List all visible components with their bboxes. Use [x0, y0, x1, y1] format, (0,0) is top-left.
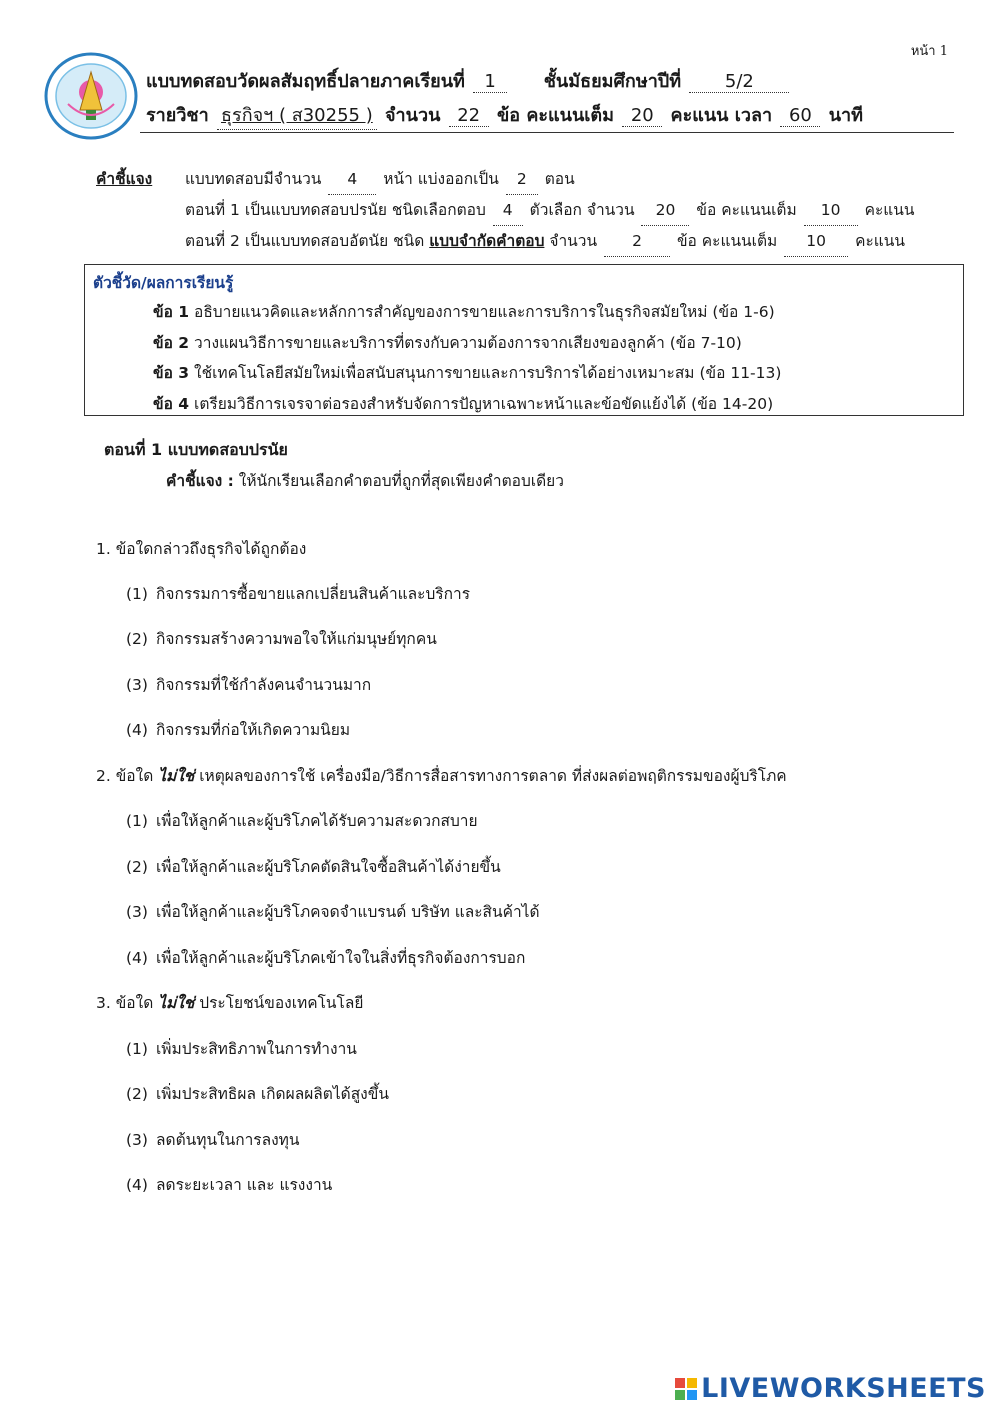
count-label: จำนวน	[385, 105, 441, 126]
option-text: กิจกรรมที่ก่อให้เกิดความนิยม	[156, 721, 351, 739]
instr3-text-c: ข้อ คะแนนเต็ม	[676, 232, 778, 250]
question-3-option-1[interactable]	[126, 1036, 357, 1061]
option-number: (3)	[126, 1131, 148, 1149]
part2-count-field[interactable]: 2	[604, 226, 670, 257]
part2-score-field[interactable]: 10	[784, 226, 848, 257]
option-number: (2)	[126, 858, 148, 876]
part1-note	[166, 468, 564, 493]
instr2-text-c: ข้อ คะแนนเต็ม	[696, 201, 797, 219]
question-1-option-3[interactable]	[126, 672, 371, 697]
indicator-label: ข้อ 1	[153, 303, 190, 321]
option-text: เพิ่มประสิทธิภาพในการทำงาน	[156, 1040, 357, 1058]
fullscore-label: คะแนนเต็ม	[526, 105, 614, 126]
option-number: (4)	[126, 949, 148, 967]
question-3-option-3[interactable]	[126, 1127, 300, 1152]
option-text: กิจกรรมที่ใช้กำลังคนจำนวนมาก	[156, 676, 372, 694]
option-text: กิจกรรมการซื้อขายแลกเปลี่ยนสินค้าและบริการ	[156, 585, 471, 603]
question-text: 3. ข้อใด	[96, 994, 159, 1012]
indicator-text: เตรียมวิธีการเจรจาต่อรองสำหรับจัดการปัญหาเฉพาะหน้าและข้อขัดแย้งได้ (ข้อ 14-20)	[194, 394, 774, 413]
part2-type: แบบจำกัดคำตอบ	[429, 232, 545, 250]
option-number: (4)	[126, 1176, 148, 1194]
page-number: หน้า 1	[910, 44, 948, 59]
score-unit: คะแนน	[670, 105, 729, 126]
option-number: (1)	[126, 1040, 148, 1058]
exam-title: แบบทดสอบวัดผลสัมฤทธิ์ปลายภาคเรียนที่	[146, 71, 465, 92]
option-text: เพื่อให้ลูกค้าและผู้บริโภคจดจำแบรนด์ บริษัท และสินค้าได้	[156, 903, 540, 921]
option-number: (1)	[126, 585, 148, 603]
fullscore-field[interactable]: 20	[622, 105, 662, 127]
part1-title: ตอนที่ 1 แบบทดสอบปรนัย	[104, 440, 288, 459]
indicator-label: ข้อ 3	[153, 364, 190, 382]
indicator-label: ข้อ 2	[153, 333, 190, 352]
time-label: เวลา	[734, 105, 773, 126]
instructions-label: คำชี้แจง	[96, 170, 153, 188]
brand-name: LIVEWORKSHEETS	[701, 1373, 986, 1404]
question-2-option-1[interactable]	[126, 808, 478, 833]
choices-field[interactable]: 4	[493, 195, 523, 226]
instr3-text-d: คะแนน	[855, 232, 905, 250]
indicator-text: ใช้เทคโนโลยีสมัยใหม่เพื่อสนับสนุนการขายและการบริการได้อย่างเหมาะสม (ข้อ 11-13)	[194, 364, 782, 382]
question-3	[96, 990, 363, 1015]
item-label: ข้อ	[496, 105, 521, 126]
option-text: เพื่อให้ลูกค้าและผู้บริโภคเข้าใจในสิ่งที่ธุรกิจต้องการบอก	[156, 949, 526, 967]
option-number: (3)	[126, 903, 148, 921]
subject-label: รายวิชา	[146, 105, 209, 126]
parts-field[interactable]: 2	[506, 164, 538, 195]
instr2-text-a: ตอนที่ 1 เป็นแบบทดสอบปรนัย ชนิดเลือกตอบ	[184, 201, 486, 219]
part1-note-text: ให้นักเรียนเลือกคำตอบที่ถูกที่สุดเพียงคำตอบเดียว	[238, 472, 564, 490]
instr1-text-a: แบบทดสอบมีจำนวน	[184, 170, 322, 188]
instr1-text-b: หน้า แบ่งออกเป็น	[383, 170, 499, 188]
time-field[interactable]: 60	[780, 105, 820, 127]
option-text: ลดระยะเวลา และ แรงงาน	[156, 1176, 333, 1194]
indicator-item	[93, 297, 963, 328]
question-1-option-1[interactable]	[126, 581, 470, 606]
part1-score-field[interactable]: 10	[804, 195, 858, 226]
instr3-text-b: จำนวน	[549, 232, 598, 250]
instructions	[96, 164, 914, 257]
option-text: เพื่อให้ลูกค้าและผู้บริโภคตัดสินใจซื้อสินค้าได้ง่ายขึ้น	[156, 858, 501, 876]
liveworksheets-brand[interactable]	[675, 1373, 986, 1404]
indicator-text: วางแผนวิธีการขายและบริการที่ตรงกับความต้องการจากเสียงของลูกค้า (ข้อ 7-10)	[194, 333, 742, 352]
question-text: 1. ข้อใดกล่าวถึงธุรกิจได้ถูกต้อง	[96, 540, 307, 558]
question-1-option-4[interactable]	[126, 717, 350, 742]
time-unit: นาที	[828, 105, 863, 126]
part1-note-label: คำชี้แจง :	[166, 472, 234, 490]
option-number: (2)	[126, 630, 148, 648]
part1-count-field[interactable]: 20	[641, 195, 689, 226]
indicator-label: ข้อ 4	[153, 394, 190, 413]
option-text: กิจกรรมสร้างความพอใจให้แก่มนุษย์ทุกคน	[156, 630, 437, 648]
question-emphasis: ไม่ใช่	[158, 767, 195, 785]
header-line-1	[146, 66, 791, 95]
pages-field[interactable]: 4	[328, 164, 376, 195]
indicator-text: อธิบายแนวคิดและหลักการสำคัญของการขายและการบริการในธุรกิจสมัยใหม่ (ข้อ 1-6)	[194, 303, 775, 321]
question-text: ประโยชน์ของเทคโนโลยี	[194, 994, 364, 1012]
question-2	[96, 763, 787, 788]
indicator-item	[93, 389, 963, 420]
option-number: (2)	[126, 1085, 148, 1103]
question-2-option-4[interactable]	[126, 945, 525, 970]
question-emphasis: ไม่ใช่	[158, 994, 195, 1012]
subject-field[interactable]: ธุรกิจฯ ( ส30255 )	[217, 100, 377, 130]
liveworksheets-logo-icon	[675, 1378, 697, 1400]
indicators-box	[84, 264, 964, 416]
instr1-text-c: ตอน	[544, 170, 575, 188]
option-number: (1)	[126, 812, 148, 830]
term-field[interactable]: 1	[473, 71, 507, 93]
count-field[interactable]: 22	[449, 105, 489, 127]
question-3-option-4[interactable]	[126, 1172, 332, 1197]
option-number: (3)	[126, 676, 148, 694]
question-2-option-3[interactable]	[126, 899, 540, 924]
question-text: เหตุผลของการใช้ เครื่องมือ/วิธีการสื่อสารทางการตลาด ที่ส่งผลต่อพฤติกรรมของผู้บริโภค	[194, 767, 787, 785]
indicator-item	[93, 328, 963, 359]
question-text: 2. ข้อใด	[96, 767, 159, 785]
option-number: (4)	[126, 721, 148, 739]
instr2-text-d: คะแนน	[864, 201, 915, 219]
school-emblem-icon	[44, 52, 138, 140]
question-3-option-2[interactable]	[126, 1081, 389, 1106]
question-1	[96, 536, 306, 561]
instr2-text-b: ตัวเลือก จำนวน	[529, 201, 635, 219]
instr3-text-a: ตอนที่ 2 เป็นแบบทดสอบอัตนัย ชนิด	[184, 232, 425, 250]
grade-label: ชั้นมัธยมศึกษาปีที่	[543, 71, 682, 92]
grade-field[interactable]: 5/2	[689, 71, 789, 93]
indicator-item	[93, 358, 963, 389]
header-line-2	[146, 100, 863, 130]
indicators-title: ตัวชี้วัด/ผลการเรียนรู้	[93, 274, 234, 292]
header-divider	[140, 132, 954, 133]
question-1-option-2[interactable]	[126, 626, 437, 651]
option-text: เพิ่มประสิทธิผล เกิดผลผลิตได้สูงขึ้น	[156, 1085, 389, 1103]
question-2-option-2[interactable]	[126, 854, 501, 879]
option-text: ลดต้นทุนในการลงทุน	[156, 1131, 300, 1149]
option-text: เพื่อให้ลูกค้าและผู้บริโภคได้รับความสะดวกสบาย	[156, 812, 478, 830]
